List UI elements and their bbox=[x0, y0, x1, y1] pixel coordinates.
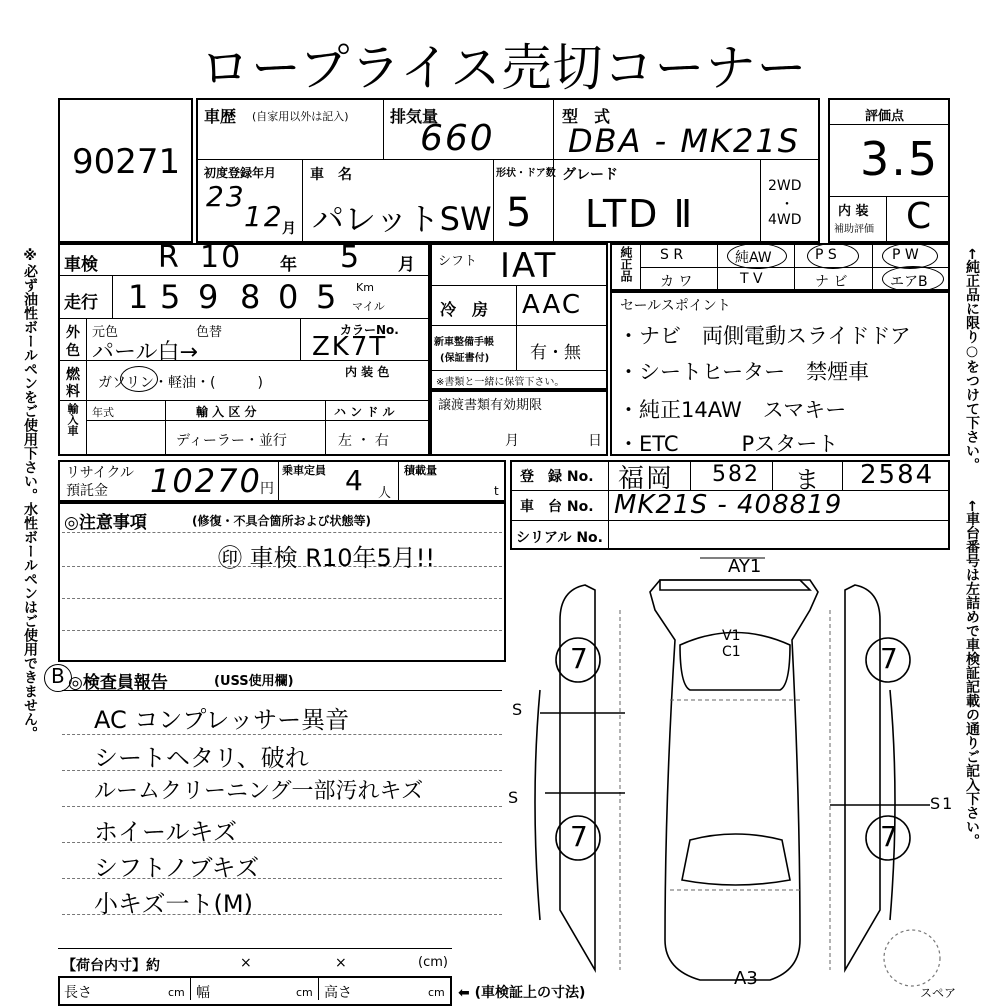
manual-value: 有・無 bbox=[530, 343, 581, 363]
notes-label: ◎注意事項 bbox=[64, 513, 147, 533]
car-diagram bbox=[500, 550, 960, 995]
color-change: 色替 bbox=[196, 325, 223, 340]
circle-airbag bbox=[882, 266, 944, 292]
first-reg-label: 初度登録年月 bbox=[204, 166, 277, 180]
model-value: DBA - MK21S bbox=[568, 122, 800, 160]
inspection-year: 10 bbox=[200, 240, 243, 275]
transfer-month: 月 bbox=[505, 433, 519, 449]
manual-note: ※書類と一緒に保管下さい。 bbox=[436, 377, 565, 388]
sales-line-4: ・ETC Pスタート bbox=[618, 432, 839, 456]
cargo-length: 長さ bbox=[64, 985, 92, 1001]
inspection-year-unit: 年 bbox=[280, 255, 297, 275]
capacity-value: 4 bbox=[345, 464, 365, 497]
cargo-x-1: × bbox=[240, 955, 252, 971]
registration-class: 582 bbox=[712, 462, 760, 487]
side-note-right-genuine: ←純正品に限り○をつけて下さい。 bbox=[964, 248, 980, 472]
cargo-height-cm: cm bbox=[428, 986, 445, 999]
diagram-side-right: S1 bbox=[930, 794, 955, 813]
tire-front-left-value: 7 bbox=[570, 642, 590, 675]
score-value: 3.5 bbox=[860, 132, 940, 186]
mileage-digit-1: 5 bbox=[160, 278, 183, 316]
spare-tire bbox=[884, 930, 940, 986]
interior-sub: 補助評価 bbox=[834, 224, 874, 235]
diagram-side-left-1: S bbox=[512, 700, 525, 719]
import-year: 年式 bbox=[92, 406, 114, 419]
displacement-value: 660 bbox=[420, 118, 495, 159]
interior-label: 内 装 bbox=[838, 204, 869, 219]
grade-value: LTD Ⅱ bbox=[585, 192, 695, 236]
report-grade-mark: B bbox=[51, 664, 65, 688]
page-title: ロープライス売切コーナー bbox=[200, 39, 808, 97]
drive-4wd: 4WD bbox=[768, 212, 802, 228]
chassis-value: MK21S - 408819 bbox=[614, 490, 843, 520]
report-line-5: シフトノブキズ bbox=[94, 854, 260, 882]
sales-line-3: ・純正14AW スマキー bbox=[618, 398, 847, 422]
report-line-2: シートヘタリ、破れ bbox=[94, 744, 309, 772]
circle-aw bbox=[727, 243, 787, 269]
shift-label: シフト bbox=[438, 254, 478, 269]
drive-dot: ・ bbox=[780, 197, 794, 213]
notes-text: ㊞ 車検 R10年5月!! bbox=[218, 544, 435, 572]
report-line-1: AC コンプレッサー異音 bbox=[94, 706, 350, 734]
doors-label: 形状・ドア数 bbox=[496, 168, 556, 179]
color-code-label: カラーNo. bbox=[340, 323, 399, 337]
cargo-unit: (cm) bbox=[418, 955, 448, 970]
cargo-dims bbox=[58, 976, 452, 1006]
genuine-airbag: エアB bbox=[890, 274, 928, 290]
color-code-value: ZK7T bbox=[312, 332, 388, 362]
interior-color-label: 内 装 色 bbox=[345, 365, 390, 379]
fuel-options: ガソリン・軽油・( ) bbox=[98, 375, 263, 391]
car-name-label: 車 名 bbox=[310, 167, 352, 183]
manual-label-1: 新車整備手帳 bbox=[434, 337, 494, 348]
genuine-ps: P S bbox=[815, 247, 837, 263]
mileage-digit-2: 9 bbox=[198, 278, 221, 316]
displacement-label: 排気量 bbox=[390, 107, 439, 126]
genuine-pw: P W bbox=[892, 247, 919, 263]
import-category-label: 輸 入 区 分 bbox=[196, 405, 257, 419]
mileage-mile: マイル bbox=[352, 300, 385, 313]
car-spoiler bbox=[660, 580, 810, 590]
import-label: 輸入車 bbox=[66, 403, 79, 436]
genuine-navi: ナ ビ bbox=[815, 274, 848, 290]
registration-number: 2584 bbox=[860, 460, 935, 490]
first-reg-month: 12 bbox=[244, 200, 284, 233]
recycle-label-2: 預託金 bbox=[66, 483, 108, 499]
load-label: 積載量 bbox=[404, 464, 437, 477]
genuine-tv: T V bbox=[740, 271, 763, 287]
recycle-value: 10270 bbox=[150, 462, 262, 500]
serial-label: シリアル No. bbox=[516, 530, 603, 546]
cargo-height: 高さ bbox=[324, 985, 352, 1001]
tire-front-right-value: 7 bbox=[880, 642, 900, 675]
inspection-era: R bbox=[158, 240, 181, 275]
interior-value: C bbox=[906, 196, 934, 237]
genuine-label: 純正品 bbox=[619, 246, 633, 282]
drive-2wd: 2WD bbox=[768, 178, 802, 194]
shift-value: IAT bbox=[500, 246, 558, 286]
diagram-roof-marks: V1 C1 bbox=[722, 628, 741, 660]
cargo-width: 幅 bbox=[196, 985, 210, 1001]
fuel-gasoline-circle bbox=[120, 366, 158, 392]
mileage-km: Km bbox=[356, 281, 374, 294]
cargo-note: ⬅ (車検証上の寸法) bbox=[458, 985, 586, 1001]
mileage-digit-3: 8 bbox=[240, 278, 263, 316]
history-note: (自家用以外は記入) bbox=[252, 110, 349, 123]
diagram-side-left-2: S bbox=[508, 788, 521, 807]
spare-label: スペア bbox=[920, 986, 957, 1000]
genuine-aw: 純AW bbox=[735, 250, 772, 266]
first-reg-year: 23 bbox=[206, 180, 246, 213]
fuel-label-1: 燃 bbox=[66, 367, 80, 383]
cargo-x-2: × bbox=[335, 955, 347, 971]
tire-rear-right-value: 7 bbox=[880, 820, 900, 853]
inspection-label: 車検 bbox=[64, 255, 98, 275]
side-note-left: ※必ず油性ボールペンをご使用下さい。水性ボールペンはご使用できません。 bbox=[22, 248, 38, 740]
manual-label-2: (保証書付) bbox=[440, 353, 490, 364]
mileage-label: 走行 bbox=[64, 293, 98, 313]
cargo-width-cm: cm bbox=[296, 986, 313, 999]
registration-label: 登 録 No. bbox=[520, 469, 594, 485]
report-sub: (USS使用欄) bbox=[214, 674, 294, 689]
color-original: 元色 bbox=[92, 325, 119, 340]
ac-value: AAC bbox=[522, 290, 582, 320]
diagram-top-mark: AY1 bbox=[728, 556, 762, 577]
report-line-6: 小キズ一ト(M) bbox=[94, 890, 253, 918]
tire-rear-left-value: 7 bbox=[570, 820, 590, 853]
notes-sub: (修復・不具合箇所および状態等) bbox=[192, 514, 371, 528]
capacity-unit: 人 bbox=[378, 486, 392, 501]
transfer-label: 譲渡書類有効期限 bbox=[438, 398, 543, 413]
car-windshield bbox=[682, 834, 790, 885]
grade-label: グレード bbox=[562, 167, 618, 183]
genuine-kawa: カ ワ bbox=[660, 274, 693, 290]
registration-region: 福岡 bbox=[618, 464, 675, 494]
inspection-month-unit: 月 bbox=[398, 255, 415, 275]
load-unit: t bbox=[494, 484, 499, 498]
history-label: 車歴 bbox=[204, 107, 237, 126]
doors-value: 5 bbox=[506, 190, 534, 236]
model-label: 型 式 bbox=[562, 107, 611, 126]
import-category-value: ディーラー・並行 bbox=[176, 433, 287, 449]
side-note-right-chassis: ←車台番号は左詰めで車検証記載の通りご記入下さい。 bbox=[964, 500, 980, 848]
cargo-length-cm: cm bbox=[168, 986, 185, 999]
color-gai: 外 bbox=[66, 325, 80, 341]
sales-line-1: ・ナビ 両側電動スライドドア bbox=[618, 324, 911, 348]
report-line-3: ルームクリーニング一部汚れキズ bbox=[94, 779, 424, 804]
report-line-4: ホイールキズ bbox=[94, 818, 238, 846]
mileage-digit-5: 5 bbox=[316, 278, 339, 316]
inspection-month: 5 bbox=[340, 240, 362, 275]
transfer-day: 日 bbox=[588, 433, 602, 449]
sales-line-2: ・シートヒーター 禁煙車 bbox=[618, 360, 870, 384]
car-name-value: パレットSW bbox=[312, 200, 492, 238]
ac-label: 冷 房 bbox=[440, 300, 489, 319]
mileage-digit-0: 1 bbox=[128, 278, 151, 316]
mileage-digit-4: 0 bbox=[278, 278, 301, 316]
handle-value: 左 ・ 右 bbox=[338, 433, 389, 449]
chassis-label: 車 台 No. bbox=[520, 499, 594, 515]
sales-points-label: セールスポイント bbox=[620, 298, 731, 314]
genuine-sr: S R bbox=[660, 247, 684, 263]
recycle-unit: 円 bbox=[260, 481, 274, 497]
cargo-label: 【荷台内寸】約 bbox=[62, 958, 160, 974]
report-label: ◎検査員報告 bbox=[68, 673, 168, 693]
handle-label: ハ ン ド ル bbox=[334, 405, 395, 419]
score-label: 評価点 bbox=[865, 109, 905, 124]
color-value: パール白→ bbox=[92, 340, 198, 365]
diagram-bottom-mark: A3 bbox=[734, 968, 758, 989]
circle-ps bbox=[807, 243, 859, 269]
car-left-outer bbox=[535, 690, 540, 920]
recycle-label-1: リサイクル bbox=[66, 465, 135, 481]
fuel-label-2: 料 bbox=[66, 384, 80, 400]
registration-kana: ま bbox=[795, 466, 821, 494]
lot-number: 90271 bbox=[72, 142, 181, 182]
color-shoku: 色 bbox=[66, 343, 80, 359]
capacity-label: 乗車定員 bbox=[282, 464, 326, 477]
first-reg-unit: 月 bbox=[282, 221, 296, 237]
